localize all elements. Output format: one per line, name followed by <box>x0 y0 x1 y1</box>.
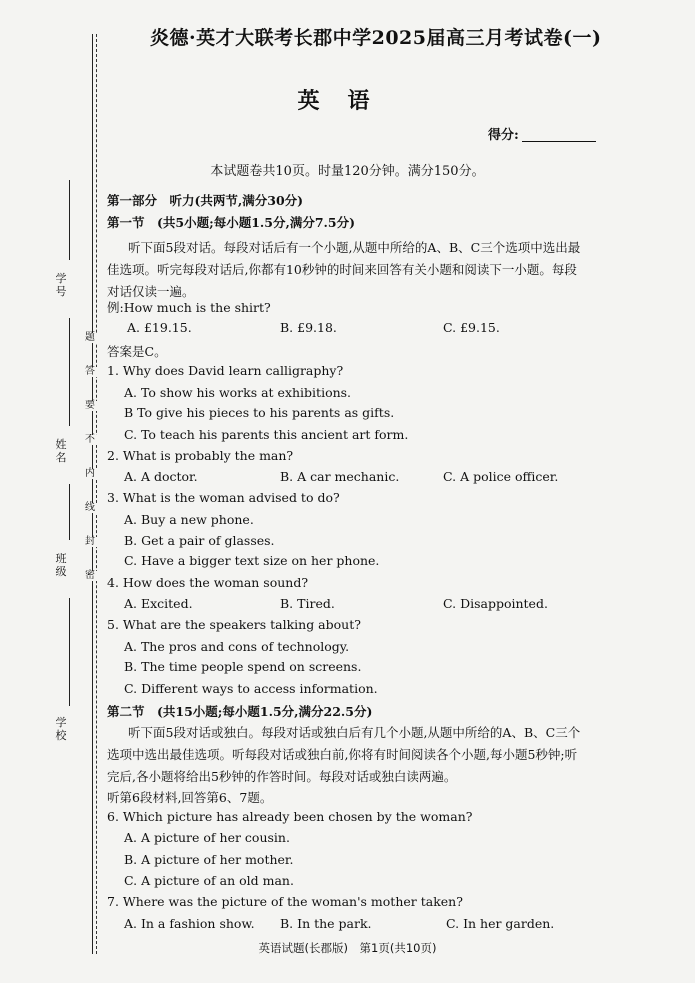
subject-title: 英语 <box>297 88 398 114</box>
example-option: B. £9.18. <box>280 320 337 335</box>
instruction-line: 对话仅读一遍。 <box>107 284 195 299</box>
school-label: 学校 <box>55 716 67 743</box>
question: 5. What are the speakers talking about? <box>107 617 361 632</box>
seal-char: 线 <box>85 502 95 513</box>
student-id-label: 学号 <box>55 272 67 299</box>
option-c[interactable]: C. In her garden. <box>446 916 555 931</box>
question: 1. Why does David learn calligraphy? <box>107 363 344 378</box>
option-a[interactable]: A. To show his works at exhibitions. <box>124 385 352 400</box>
instruction-line: 完后,各小题将给出5秒钟的作答时间。每段对话或独白读两遍。 <box>107 769 457 784</box>
instruction-line: 听下面5段对话。每段对话后有一个小题,从题中所给的A、B、C三个选项中选出最 <box>128 240 581 255</box>
school-line <box>69 598 70 706</box>
example-option: A. £19.15. <box>127 320 192 335</box>
example-answer: 答案是C。 <box>107 344 167 359</box>
seal-char: 封 <box>85 536 95 547</box>
instruction-line: 听下面5段对话或独白。每段对话或独白后有几个小题,从题中所给的A、B、C三个 <box>128 725 581 740</box>
seal-char: 要 <box>85 400 95 411</box>
option-c[interactable]: C. Disappointed. <box>443 596 548 611</box>
material-note: 听第6段材料,回答第6、7题。 <box>107 790 273 805</box>
option-c[interactable]: C. Have a bigger text size on her phone. <box>124 553 380 568</box>
student-id-line <box>69 180 70 260</box>
score-label: 得分: <box>488 128 519 143</box>
instruction-line: 选项中选出最佳选项。听每段对话或独白前,你将有时间阅读各个小题,每小题5秒钟;听 <box>107 747 578 762</box>
seal-char: 密 <box>85 570 95 581</box>
class-line <box>69 484 70 540</box>
option-c[interactable]: C. To teach his parents this ancient art form. <box>124 427 409 442</box>
name-label: 姓名 <box>55 438 67 465</box>
section2-title: 第二节 (共15小题;每小题1.5分,满分22.5分) <box>107 704 373 719</box>
seal-char: 答 <box>85 366 95 377</box>
option-a[interactable]: A. In a fashion show. <box>124 916 255 931</box>
option-c[interactable]: C. Different ways to access information. <box>124 681 378 696</box>
option-c[interactable]: C. A police officer. <box>443 469 559 484</box>
section1-title: 第一节 (共5小题;每小题1.5分,满分7.5分) <box>107 215 355 230</box>
class-label: 班级 <box>55 552 67 579</box>
option-b[interactable]: B. Tired. <box>280 596 335 611</box>
question: 2. What is probably the man? <box>107 448 294 463</box>
option-b[interactable]: B. A car mechanic. <box>280 469 400 484</box>
question: 3. What is the woman advised to do? <box>107 490 340 505</box>
option-b[interactable]: B. The time people spend on screens. <box>124 659 362 674</box>
exam-intro: 本试题卷共10页。时量120分钟。满分150分。 <box>210 164 485 179</box>
name-line <box>69 318 70 426</box>
option-b[interactable]: B. In the park. <box>280 916 372 931</box>
option-a[interactable]: A. A doctor. <box>124 469 198 484</box>
option-a[interactable]: A. Excited. <box>124 596 193 611</box>
seal-char: 不 <box>85 434 95 445</box>
seal-char: 内 <box>85 468 95 479</box>
page-footer: 英语试题(长郡版) 第1页(共10页) <box>258 941 437 955</box>
option-c[interactable]: C. A picture of an old man. <box>124 873 294 888</box>
instruction-line: 佳选项。听完每段对话后,你都有10秒钟的时间来回答有关小题和阅读下一小题。每段 <box>107 262 577 277</box>
exam-title: 炎德·英才大联考长郡中学2025届高三月考试卷(一) <box>150 27 602 49</box>
option-a[interactable]: A. The pros and cons of technology. <box>124 639 350 654</box>
example-question: 例:How much is the shirt? <box>107 300 271 315</box>
part1-title: 第一部分 听力(共两节,满分30分) <box>107 193 304 208</box>
question: 6. Which picture has already been chosen by the woman? <box>107 809 473 824</box>
option-b[interactable]: B To give his pieces to his parents as gifts. <box>124 405 395 420</box>
seal-char: 题 <box>85 332 95 343</box>
option-a[interactable]: A. Buy a new phone. <box>124 512 254 527</box>
option-b[interactable]: B. A picture of her mother. <box>124 852 294 867</box>
score-blank[interactable] <box>522 141 596 142</box>
example-option: C. £9.15. <box>443 320 500 335</box>
question: 7. Where was the picture of the woman's mother taken? <box>107 894 463 909</box>
question: 4. How does the woman sound? <box>107 575 309 590</box>
option-a[interactable]: A. A picture of her cousin. <box>124 830 290 845</box>
option-b[interactable]: B. Get a pair of glasses. <box>124 533 275 548</box>
